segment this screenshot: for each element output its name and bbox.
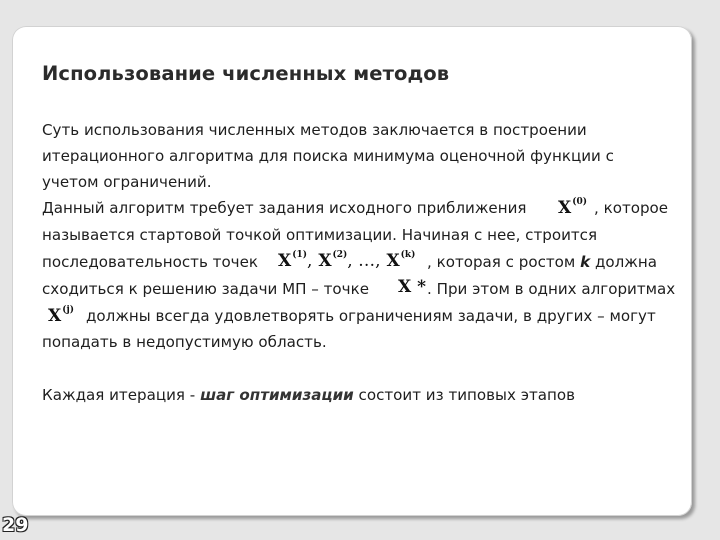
math-x-star: X * <box>398 277 427 297</box>
paragraph-line: Суть использования численных методов заключается в построении <box>42 121 587 139</box>
emphasis-text: шаг оптимизации <box>200 386 354 404</box>
paragraph-line: . При этом в одних алгоритмах <box>427 280 676 298</box>
paragraph-line: должны всегда удовлетворять ограничениям задачи, в других – могут <box>86 307 656 325</box>
math-x0: $X^{(0)}$ <box>558 197 587 218</box>
paragraph-line: называется стартовой точкой оптимизации. Начиная с нее, строится <box>42 226 598 244</box>
math-sequence: $X^{(1)}$, $X^{(2)}$, …, $X^{(k)}$ <box>278 250 416 271</box>
paragraph-line: , которое <box>594 199 669 217</box>
paragraph-line: последовательность точек <box>42 253 259 271</box>
paragraph-line: попадать в недопустимую область. <box>42 333 327 351</box>
math-xj: $X^{(j)}$ <box>48 305 74 326</box>
slide-title: Использование численных методов <box>42 62 450 85</box>
paragraph-line: Каждая итерация - шаг оптимизации состоит из типовых этапов <box>42 386 576 404</box>
paragraph-line: Данный алгоритм требует задания исходного приближения <box>42 199 527 217</box>
paragraph-line: учетом ограничений. <box>42 173 212 191</box>
paragraph-line: сходиться к решению задачи МП – точке <box>42 280 369 298</box>
slide-card <box>12 26 692 516</box>
paragraph-line: , которая с ростом k должна <box>427 253 657 271</box>
slide-number: 29 <box>2 514 29 536</box>
paragraph-line: итерационного алгоритма для поиска минимума оценочной функции с <box>42 147 614 165</box>
